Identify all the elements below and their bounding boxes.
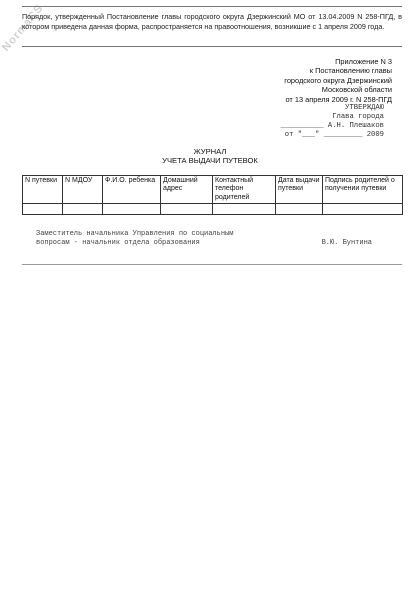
table-cell (323, 204, 403, 215)
title-line-1: ЖУРНАЛ (193, 147, 227, 156)
title-line-2: УЧЕТА ВЫДАЧИ ПУТЕВОК (162, 156, 258, 166)
intro-note: Порядок, утвержденный Постановление главы городского округа Дзержинский МО от 13.04.2009 N 258-ПГД, в котором приведена данная форма, распространяется на правоотношения, возникшие с 1 апреля 2009 года. (22, 12, 402, 31)
column-header: Контактный телефон родителей (213, 176, 276, 204)
appendix-line: Московской области (321, 85, 392, 95)
table-cell (23, 204, 63, 215)
appendix-line: Приложение N 3 (335, 57, 392, 66)
column-header: Подпись родителей о получении путевки (323, 176, 403, 204)
approval-position: Глава города (332, 113, 384, 121)
appendix-line: городского округа Дзержинский (284, 75, 392, 85)
signatory-name: В.Ю. Бунтина (321, 239, 372, 247)
appendix-line: от 13 апреля 2009 г. N 258-ПГД (285, 94, 392, 104)
table-cell (103, 204, 161, 215)
watermark: NormaCS (0, 2, 46, 54)
approval-stamp: УТВЕРЖДАЮ (345, 104, 384, 112)
approval-signature-line: __________ А.Н. Плешаков (280, 122, 384, 130)
table-row (23, 204, 403, 215)
top-divider (22, 6, 402, 7)
table-cell (276, 204, 323, 215)
table-header-row (23, 176, 403, 204)
signatory-line-2: вопросам - начальник отдела образования (36, 239, 200, 247)
signatory-block (36, 230, 392, 248)
column-header: N путевки (23, 176, 63, 204)
approval-block (280, 104, 384, 140)
table-cell (161, 204, 213, 215)
table-cell (63, 204, 103, 215)
bottom-divider (22, 264, 402, 265)
journal-table (22, 175, 403, 215)
signatory-line-1: Заместитель начальника Управления по социальным (36, 230, 234, 238)
intro-divider (22, 46, 402, 47)
journal-title (0, 147, 420, 166)
column-header: Домашний адрес (161, 176, 213, 204)
column-header: Ф.И.О. ребенка (103, 176, 161, 204)
approval-date-line: от "___" _________ 2009 (284, 131, 384, 139)
appendix-block (284, 57, 392, 104)
appendix-line: к Постановлению главы (309, 66, 392, 76)
column-header: N МДОУ (63, 176, 103, 204)
column-header: Дата выдачи путевки (276, 176, 323, 204)
table-cell (213, 204, 276, 215)
